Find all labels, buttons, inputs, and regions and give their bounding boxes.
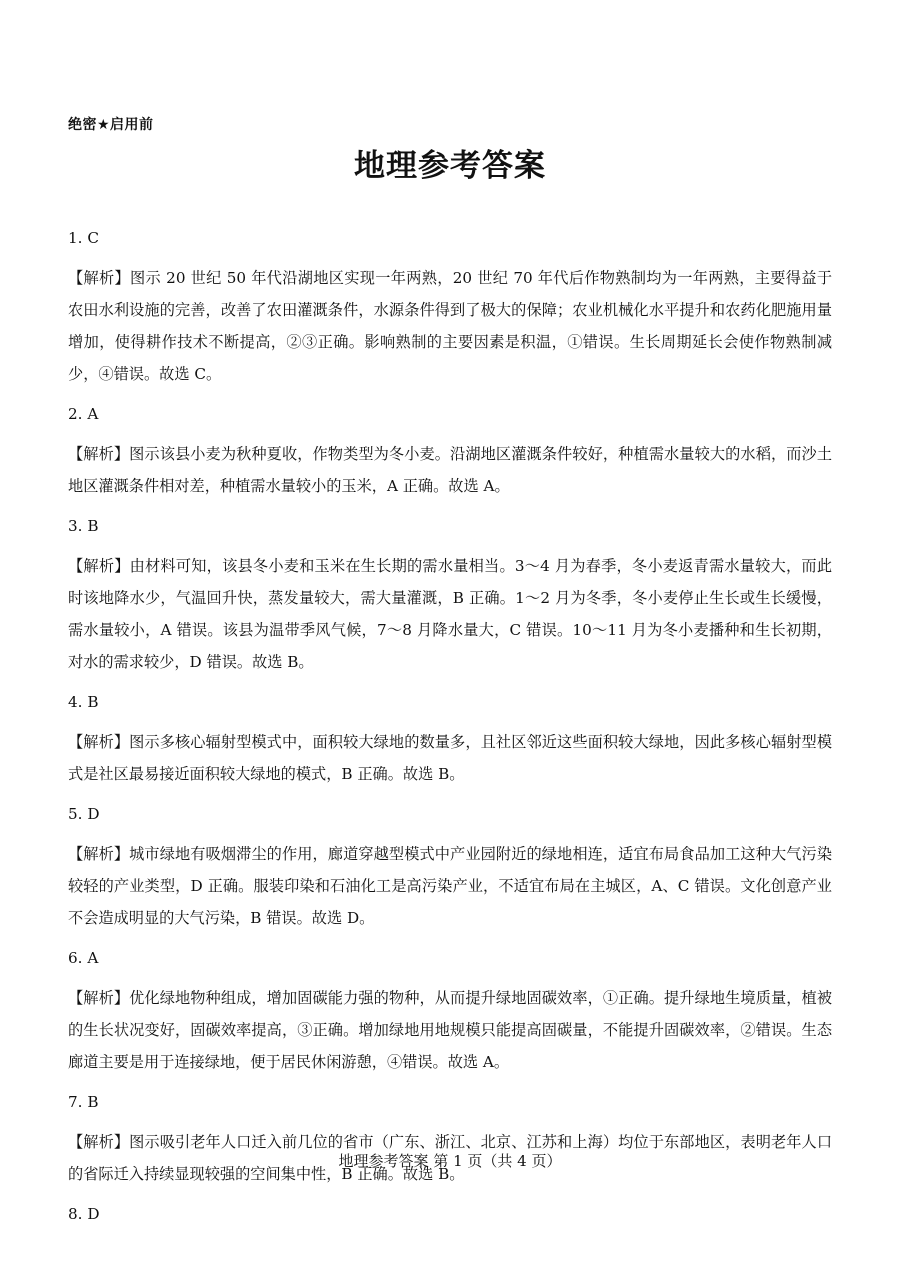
question-5 (68, 800, 832, 934)
explanation-text: 图示该县小麦为秋种夏收，作物类型为冬小麦。沿湖地区灌溉条件较好，种植需水量较大的水稻，而沙土地区灌溉条件相对差，种植需水量较小的玉米，A 正确。故选 A。 (68, 445, 833, 495)
analysis-tag: 【解析】 (68, 269, 131, 287)
answer-list (68, 224, 832, 1238)
question-number: 2. A (68, 405, 99, 423)
explanation-text: 优化绿地物种组成，增加固碳能力强的物种，从而提升绿地固碳效率，①正确。提升绿地生境质量，植被的生长状况变好，固碳效率提高，③正确。增加绿地用地规模只能提高固碳量，不能提升固碳效率，②错误。生态廊道主要是用于连接绿地，便于居民休闲游憩，④错误。故选 A。 (68, 989, 833, 1071)
explanation-text: 图示 20 世纪 50 年代沿湖地区实现一年两熟，20 世纪 70 年代后作物熟制均为一年两熟，主要得益于农田水利设施的完善，改善了农田灌溉条件，水源条件得到了极大的保障；农业机械化水平提升和农药化肥施用量增加，使得耕作技术不断提高，②③正确。影响熟制的主要因素是积温，①错误。生长周期延长会使作物熟制减少，④错误。故选 C。 (68, 269, 833, 383)
explanation-paragraph (68, 262, 832, 390)
analysis-tag: 【解析】 (68, 445, 130, 463)
question-number: 7. B (68, 1093, 99, 1111)
question-7 (68, 1088, 832, 1190)
explanation-text: 城市绿地有吸烟滞尘的作用，廊道穿越型模式中产业园附近的绿地相连，适宜布局食品加工这种大气污染较轻的产业类型，D 正确。服装印染和石油化工是高污染产业，不适宜布局在主城区，A、C 错误。文化创意产业不会造成明显的大气污染，B 错误。故选 D。 (68, 845, 833, 927)
explanation-paragraph (68, 838, 832, 934)
analysis-tag: 【解析】 (68, 845, 130, 863)
question-number: 8. D (68, 1205, 100, 1223)
confidentiality-mark: 绝密★启用前 (68, 117, 154, 133)
page-title: 地理参考答案 (354, 148, 546, 184)
question-number: 4. B (68, 693, 99, 711)
analysis-tag: 【解析】 (68, 733, 130, 751)
question-number: 5. D (68, 805, 100, 823)
question-number: 6. A (68, 949, 99, 967)
explanation-paragraph (68, 726, 832, 790)
explanation-text: 图示多核心辐射型模式中，面积较大绿地的数量多，且社区邻近这些面积较大绿地，因此多核心辐射型模式是社区最易接近面积较大绿地的模式，B 正确。故选 B。 (68, 733, 833, 783)
question-1 (68, 224, 832, 390)
question-number: 3. B (68, 517, 99, 535)
explanation-paragraph (68, 982, 832, 1078)
analysis-tag: 【解析】 (68, 989, 130, 1007)
question-3 (68, 512, 832, 678)
question-8 (68, 1200, 832, 1238)
analysis-tag: 【解析】 (68, 1133, 130, 1151)
question-number: 1. C (68, 229, 99, 247)
explanation-paragraph (68, 438, 832, 502)
question-4 (68, 688, 832, 790)
explanation-text: 由材料可知，该县冬小麦和玉米在生长期的需水量相当。3～4 月为春季，冬小麦返青需水量较大，而此时该地降水少，气温回升快，蒸发量较大，需大量灌溉，B 正确。1～2 月为冬季，冬小麦停止生长或生长缓慢，需水量较小，A 错误。该县为温带季风气候，7～8 月降水量大，C 错误。10～11 月为冬小麦播种和生长初期，对水的需求较少，D 错误。故选 B。 (68, 557, 833, 671)
page-footer: 地理参考答案 第 1 页（共 4 页） (338, 1152, 562, 1170)
question-6 (68, 944, 832, 1078)
explanation-text: 图示吸引老年人口迁入前几位的省市（广东、浙江、北京、江苏和上海）均位于东部地区，表明老年人口的省际迁入持续显现较强的空间集中性，B 正确。故选 B。 (68, 1133, 833, 1183)
analysis-tag: 【解析】 (68, 557, 130, 575)
question-2 (68, 400, 832, 502)
explanation-paragraph (68, 550, 832, 678)
